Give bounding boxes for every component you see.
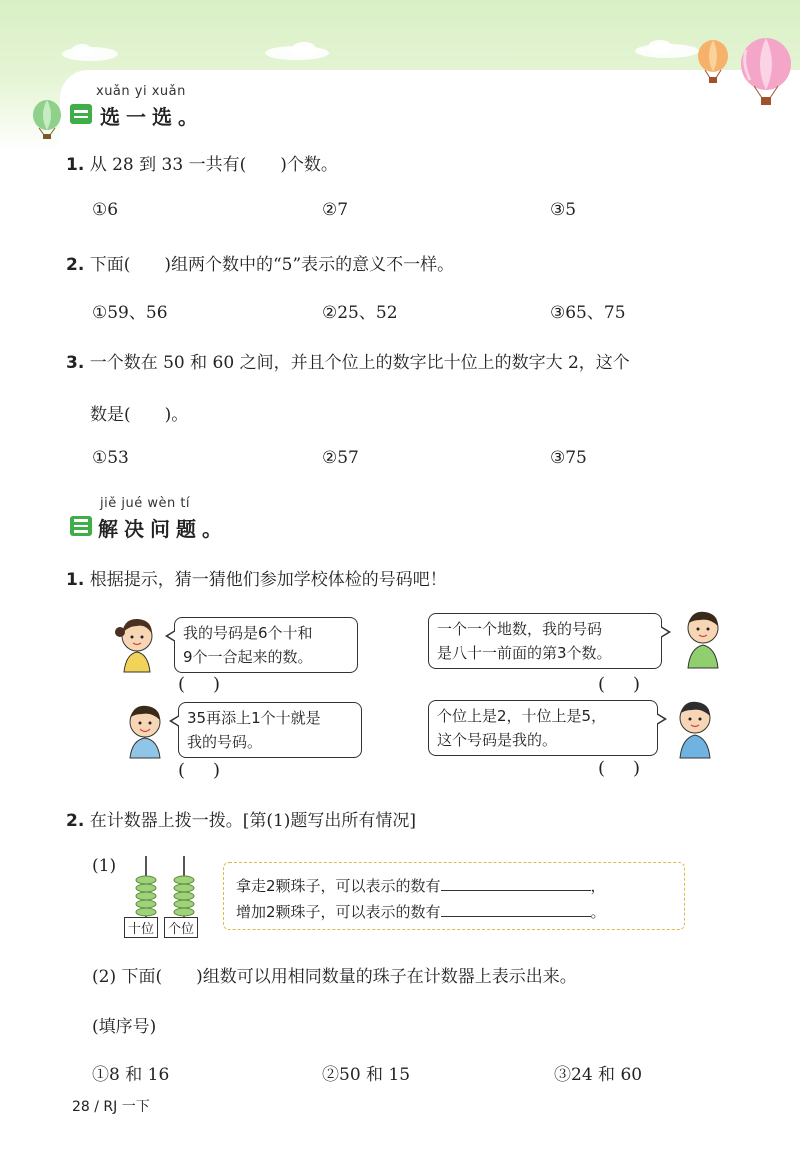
cloud-icon (632, 38, 702, 60)
speech-bubble (178, 702, 362, 758)
bubble-line: 35再添上1个十就是 (187, 709, 321, 727)
option[interactable]: ③75 (550, 448, 587, 468)
section2-pinyin: jiě jué wèn tí (100, 496, 191, 511)
fill-in-box (223, 862, 685, 930)
question-text: 在计数器上拨一拨。[第(1)题写出所有情况] (89, 811, 417, 831)
boy-avatar-icon (670, 696, 720, 760)
cloud-icon (262, 40, 332, 62)
question-number: 2. (66, 811, 85, 831)
boy-avatar-icon (120, 700, 170, 760)
answer-blank[interactable]: () (178, 760, 249, 781)
bubble-line: 9个一合起来的数。 (183, 648, 313, 666)
fill-row-2 (236, 901, 606, 922)
question-text: 从 28 到 33 一共有( )个数。 (89, 155, 338, 175)
answer-line[interactable] (441, 876, 591, 891)
problem-2 (66, 806, 416, 831)
option[interactable]: ②57 (322, 448, 359, 468)
question-3-line2: 数是( )。 (90, 405, 189, 425)
option[interactable]: ①59、56 (92, 303, 168, 323)
fill-punct: ， (590, 877, 606, 895)
section1-pinyin: xuǎn yi xuǎn (96, 84, 186, 99)
section-three-lines-icon (70, 516, 92, 536)
fill-text: 增加2颗珠子，可以表示的数有 (236, 903, 441, 921)
option[interactable]: ③5 (550, 200, 577, 220)
part-2-text: 下面( )组数可以用相同数量的珠子在计数器上表示出来。 (121, 967, 577, 987)
speech-bubble (428, 700, 658, 756)
question-text: 一个数在 50 和 60 之间，并且个位上的数字比十位上的数字大 2，这个 (89, 353, 630, 373)
answer-blank[interactable]: () (598, 674, 669, 695)
bubble-line: 一个一个地数，我的号码 (437, 620, 603, 638)
bubble-line: 是八十一前面的第3个数。 (437, 644, 612, 662)
problem-1 (66, 565, 447, 590)
option[interactable]: ③24 和 60 (554, 1065, 643, 1085)
bubble-line: 我的号码是6个十和 (183, 624, 313, 642)
section1-title: 选一选。 (100, 105, 204, 129)
option[interactable]: ①6 (92, 200, 119, 220)
option[interactable]: ②25、52 (322, 303, 398, 323)
question-number: 2. (66, 255, 85, 275)
question-2 (66, 250, 454, 275)
abacus-icon (126, 852, 206, 920)
balloon-large-icon (738, 38, 794, 108)
part-1-label: (1) (92, 856, 117, 876)
section2-title: 解决问题。 (98, 517, 228, 541)
question-number: 1. (66, 155, 85, 175)
option[interactable]: ①8 和 16 (92, 1065, 170, 1085)
balloon-small-icon (695, 40, 731, 84)
page-footer: 28 / RJ 一下 (72, 1099, 150, 1115)
cloud-icon (60, 42, 120, 62)
bubble-line: 这个号码是我的。 (437, 731, 558, 749)
question-number: 1. (66, 570, 85, 590)
question-number: 3. (66, 353, 85, 373)
question-1 (66, 150, 338, 175)
bubble-line: 我的号码。 (187, 733, 263, 751)
speech-bubble (174, 617, 358, 673)
fill-text: 拿走2颗珠子，可以表示的数有 (236, 877, 441, 895)
part-2-note: (填序号) (92, 1017, 157, 1037)
answer-line[interactable] (441, 902, 591, 917)
bubble-line: 个位上是2，十位上是5， (437, 707, 607, 725)
option[interactable]: ②50 和 15 (322, 1065, 411, 1085)
speech-bubble (428, 613, 662, 669)
option[interactable]: ②7 (322, 200, 349, 220)
abacus-tens-label: 十位 (124, 917, 158, 938)
abacus-ones-label: 个位 (164, 917, 198, 938)
fill-row-1 (236, 875, 606, 896)
girl-avatar-icon (112, 614, 162, 674)
question-3 (66, 348, 630, 373)
question-text: 根据提示，猜一猜他们参加学校体检的号码吧！ (89, 570, 447, 590)
balloon-green-icon (30, 100, 64, 140)
option[interactable]: ③65、75 (550, 303, 626, 323)
answer-blank[interactable]: () (598, 758, 669, 779)
answer-blank[interactable]: () (178, 674, 249, 695)
part-2-label: (2) (92, 967, 117, 987)
section-two-lines-icon (70, 104, 92, 124)
fill-punct: 。 (590, 903, 606, 921)
option[interactable]: ①53 (92, 448, 129, 468)
part-2 (92, 962, 577, 987)
question-text: 下面( )组两个数中的“5”表示的意义不一样。 (89, 255, 455, 275)
boy-avatar-icon (678, 606, 728, 670)
